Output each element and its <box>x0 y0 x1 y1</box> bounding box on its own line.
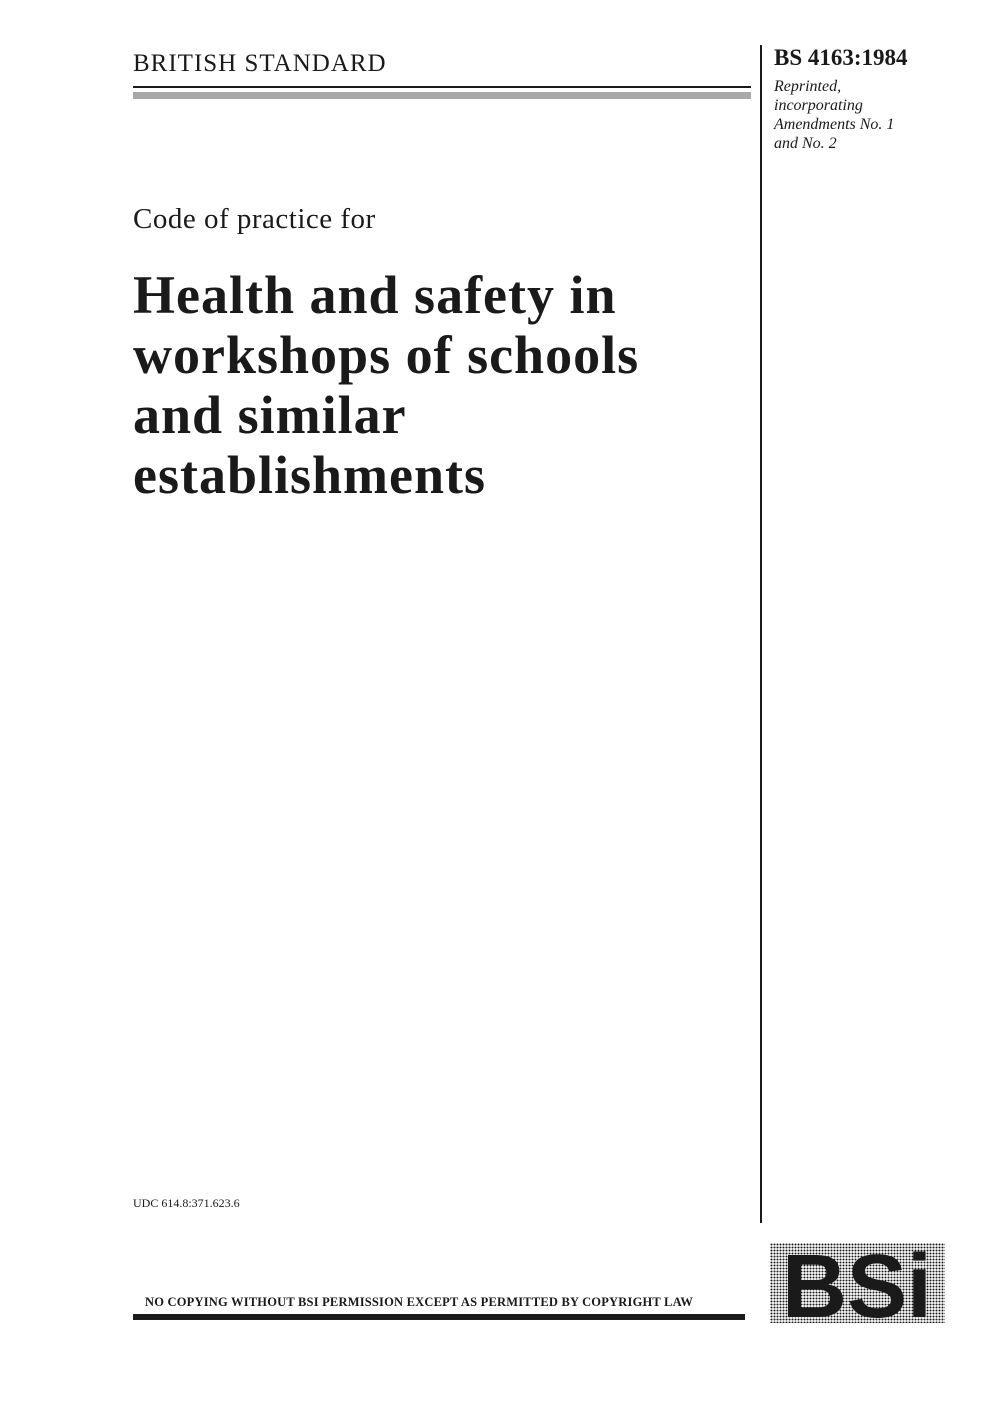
reprint-line: Reprinted, <box>774 78 842 95</box>
copyright-notice: NO COPYING WITHOUT BSI PERMISSION EXCEPT AS PERMITTED BY COPYRIGHT LAW <box>145 1295 694 1309</box>
reprint-line: incorporating <box>774 97 863 114</box>
bsi-logo <box>770 1243 945 1323</box>
footer-rule <box>133 1314 745 1320</box>
logo-wordmark: BSi <box>781 1243 933 1323</box>
series-label: BRITISH STANDARD <box>133 50 387 77</box>
document-title <box>133 265 753 505</box>
reprint-line: Amendments No. 1 <box>774 116 895 133</box>
udc-code: UDC 614.8:371.623.6 <box>133 1196 240 1210</box>
title-line: establishments <box>133 445 487 505</box>
document-subtitle: Code of practice for <box>133 203 376 235</box>
reprint-note <box>774 77 964 153</box>
standard-number: BS 4163:1984 <box>774 45 908 70</box>
reprint-line: and No. 2 <box>774 135 837 152</box>
title-line: and similar <box>133 385 407 445</box>
column-divider <box>760 45 762 1223</box>
title-line: workshops of schools <box>133 325 640 385</box>
title-line: Health and safety in <box>133 265 617 325</box>
header-rule-thick <box>133 92 751 99</box>
header-rule-thin <box>133 86 751 88</box>
